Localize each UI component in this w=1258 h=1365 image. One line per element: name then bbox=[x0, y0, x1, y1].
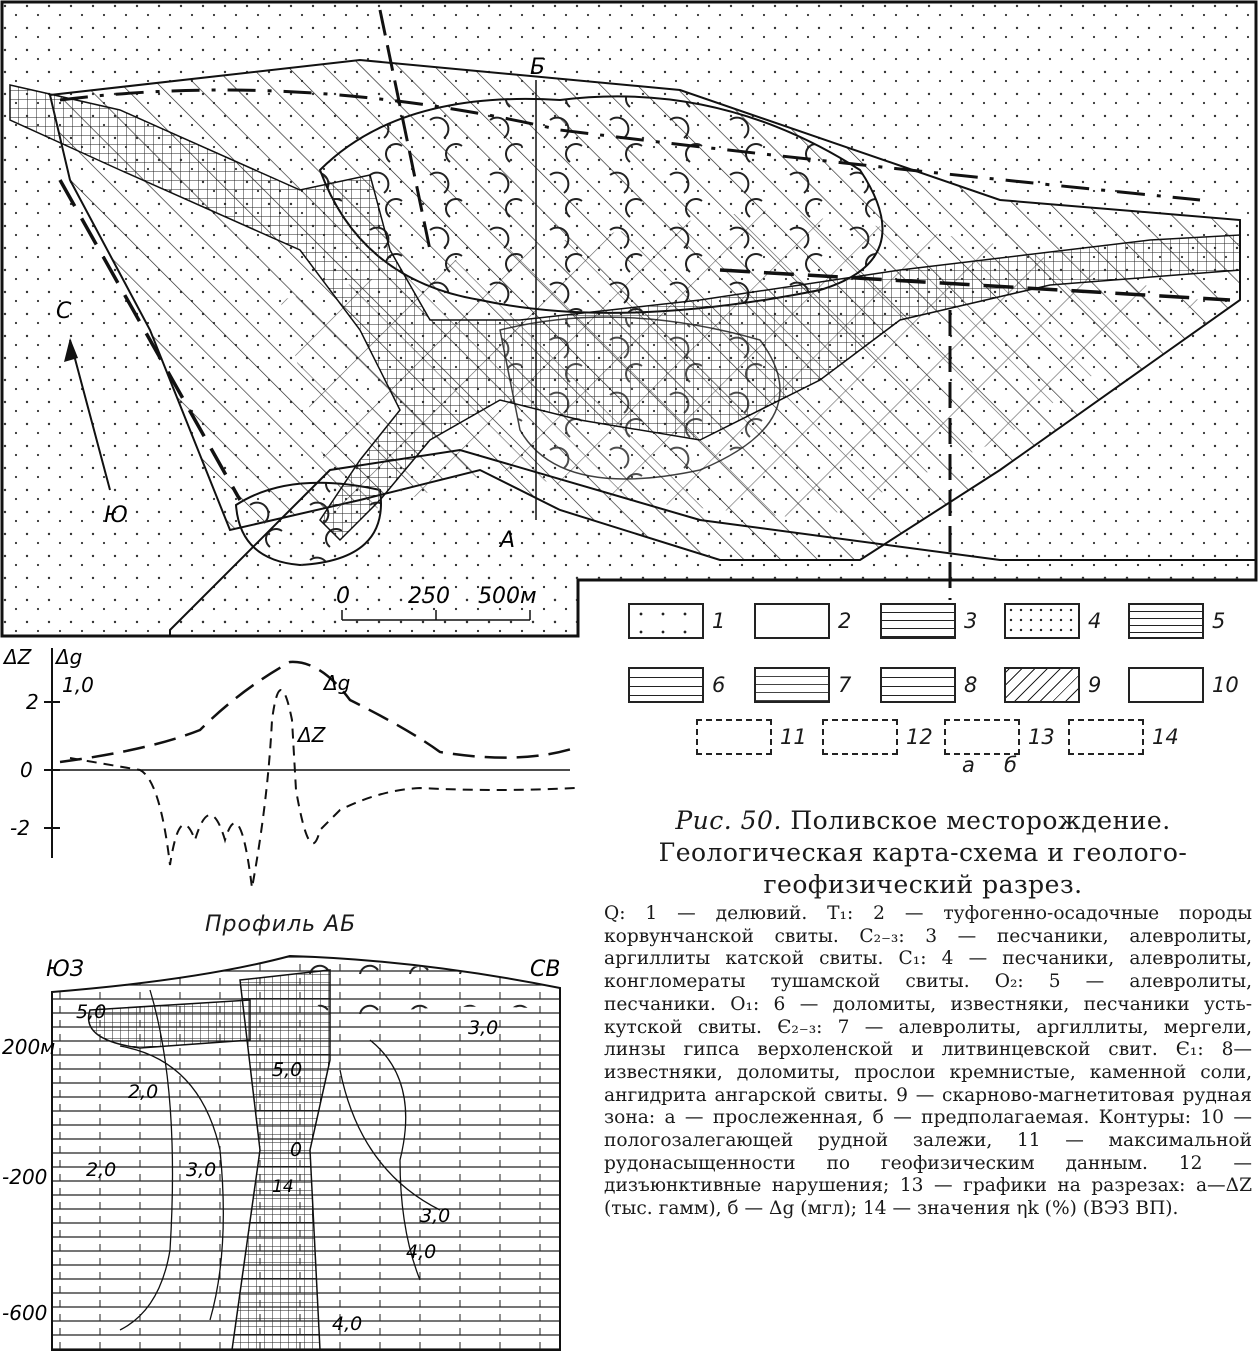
legend-sub-a: а bbox=[962, 753, 975, 777]
legend-swatch bbox=[1128, 667, 1204, 703]
legend-item-13 bbox=[944, 719, 1055, 755]
tick-0: 0 bbox=[20, 758, 33, 782]
legend bbox=[628, 603, 1258, 777]
legend-item-3 bbox=[880, 603, 977, 639]
legend-item-12 bbox=[822, 719, 933, 755]
legend-swatch bbox=[754, 603, 830, 639]
profile-right-label: СВ bbox=[530, 957, 561, 982]
tick-2: 2 bbox=[26, 690, 39, 714]
legend-swatch bbox=[822, 719, 898, 755]
label-dg: Δg bbox=[56, 645, 83, 669]
curve-dg-label: Δg bbox=[324, 671, 351, 695]
legend-number: 6 bbox=[712, 673, 726, 697]
iso-value: 3,0 bbox=[186, 1159, 217, 1181]
tick-minus2: -2 bbox=[10, 816, 30, 840]
iso-value: 14 bbox=[272, 1177, 294, 1197]
iso-value: 2,0 bbox=[86, 1159, 117, 1181]
legend-swatch bbox=[628, 603, 704, 639]
legend-number: 8 bbox=[964, 673, 978, 697]
caption-title-1: Поливское месторождение. bbox=[790, 806, 1171, 835]
caption-title-3: геофизический разрез. bbox=[763, 870, 1083, 899]
legend-number: 9 bbox=[1088, 673, 1102, 697]
legend-item-2 bbox=[754, 603, 851, 639]
legend-description: Q: 1 — делювий. T₁: 2 — туфогенно-осадочные породы корвунчанской свиты. C₂₋₃: 3 — песчаники, алевролиты, аргиллиты катской свиты. C₁: 4 — песчаники, алевролиты, конгломераты тушамской свиты. O₂: 5 — алевролиты, песчаники. O₁: 6 — доломиты, известняки, песчаники усть-кутской свиты. Є₂₋₃: 7 — алевролиты, аргиллиты, мергели, линзы гипса верхоленской и литвинцевской свит. Є₁: 8— известняки, доломиты, прослои кремнистые, каменной соли, ангидрита ангарской свиты. 9 — скарново-магнетитовая рудная зона: а — прослеженная, б — предполагаемая. Контуры: 10 — пологозалегающей рудной залежи, 11 — максимальной рудонасыщенности по геофизическим данным. 12 — дизъюнктивные нарушения; 13 — графики на разрезах: а—ΔZ (тыс. гамм), б — Δg (мгл); 14 — значения ηk (%) (ВЭЗ ВП). bbox=[604, 903, 1252, 1220]
tick-1: 1,0 bbox=[62, 673, 94, 697]
legend-item-14 bbox=[1068, 719, 1179, 755]
legend-swatch bbox=[880, 667, 956, 703]
south-label: Ю bbox=[104, 503, 128, 528]
figure-caption bbox=[598, 805, 1248, 901]
iso-value: 3,0 bbox=[468, 1017, 499, 1039]
legend-number: 3 bbox=[964, 609, 978, 633]
legend-number: 5 bbox=[1212, 609, 1226, 633]
scale-zero: 0 bbox=[336, 584, 350, 609]
legend-item-6 bbox=[628, 667, 725, 703]
legend-swatch bbox=[944, 719, 1020, 755]
caption-line-1 bbox=[598, 805, 1248, 837]
iso-value: 0 bbox=[290, 1139, 303, 1161]
legend-number: 14 bbox=[1152, 725, 1179, 749]
label-dz: ΔZ bbox=[4, 645, 32, 669]
legend-number: 11 bbox=[780, 725, 807, 749]
scale-end: 500м bbox=[478, 584, 537, 609]
north-label: С bbox=[56, 299, 72, 324]
legend-number: 2 bbox=[838, 609, 852, 633]
iso-value: 3,0 bbox=[420, 1205, 451, 1227]
legend-number: 4 bbox=[1088, 609, 1102, 633]
iso-value: 5,0 bbox=[76, 1001, 107, 1023]
legend-swatch bbox=[628, 667, 704, 703]
depth-200: 200м bbox=[2, 1035, 56, 1059]
figure-label: Рис. 50. bbox=[675, 806, 782, 835]
legend-number: 1 bbox=[712, 609, 726, 633]
legend-swatch bbox=[696, 719, 772, 755]
curve-dz-label: ΔZ bbox=[298, 723, 326, 747]
legend-swatch bbox=[754, 667, 830, 703]
anomaly-graph bbox=[0, 640, 600, 900]
legend-item-7 bbox=[754, 667, 851, 703]
legend-item-5 bbox=[1128, 603, 1225, 639]
legend-item-4 bbox=[1004, 603, 1101, 639]
profile-title: Профиль АБ bbox=[205, 912, 357, 937]
legend-swatch bbox=[1004, 667, 1080, 703]
legend-item-9 bbox=[1004, 667, 1101, 703]
iso-value: 2,0 bbox=[128, 1081, 159, 1103]
legend-item-10 bbox=[1128, 667, 1239, 703]
curve-dz bbox=[70, 690, 575, 888]
legend-swatch bbox=[1128, 603, 1204, 639]
caption-title-2: Геологическая карта-схема и геолого- bbox=[658, 838, 1188, 867]
legend-item-11 bbox=[696, 719, 807, 755]
legend-number: 13 bbox=[1028, 725, 1055, 749]
legend-swatch bbox=[1068, 719, 1144, 755]
legend-swatch bbox=[880, 603, 956, 639]
depth-minus600: -600 bbox=[2, 1301, 48, 1325]
section-start-label: А bbox=[500, 528, 516, 553]
iso-value: 4,0 bbox=[406, 1241, 437, 1263]
legend-item-1 bbox=[628, 603, 725, 639]
geological-map bbox=[0, 0, 1258, 640]
legend-number: 12 bbox=[906, 725, 933, 749]
profile-left-label: ЮЗ bbox=[46, 957, 84, 982]
legend-swatch bbox=[1004, 603, 1080, 639]
depth-minus200: -200 bbox=[2, 1165, 48, 1189]
iso-value: 5,0 bbox=[272, 1059, 303, 1081]
legend-number: 7 bbox=[838, 673, 852, 697]
legend-item-8 bbox=[880, 667, 977, 703]
section-end-label: Б bbox=[530, 55, 546, 80]
legend-number: 10 bbox=[1212, 673, 1239, 697]
scale-mid: 250 bbox=[408, 584, 450, 609]
legend-sub-b: б bbox=[1004, 753, 1017, 777]
iso-value: 4,0 bbox=[332, 1313, 363, 1335]
profile-ab-section bbox=[0, 950, 580, 1365]
